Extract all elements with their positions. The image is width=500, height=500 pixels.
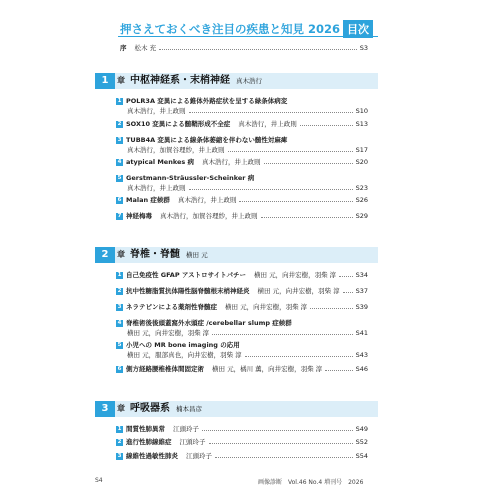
toc-entry[interactable] [116, 302, 368, 311]
entry-number: 4 [117, 320, 122, 326]
entry-title: ネラテピンによる薬剤性脊髄症 [126, 303, 217, 311]
chapter-header-1[interactable] [95, 73, 378, 89]
entry-title: POLR3A 変異による錐体外路症状を呈する緑条体病変 [126, 97, 288, 105]
entry-page: S41 [355, 329, 368, 337]
entry-page: S13 [355, 120, 368, 128]
entry-page: S29 [355, 212, 368, 220]
leader-dots [261, 217, 353, 218]
entry-page: S49 [355, 425, 368, 433]
toc-entry[interactable] [116, 157, 368, 166]
leader-dots [339, 276, 352, 277]
leader-dots [239, 201, 352, 202]
toc-entry[interactable] [116, 364, 368, 373]
entry-authors: 横田 元，向井宏樹，羽柴 淳 [257, 287, 340, 295]
entry-number: 7 [117, 213, 122, 219]
entry-authors: 真木浩行，加賀谷理紗，井上政則 [127, 146, 225, 154]
entry-number: 2 [117, 121, 122, 127]
toc-entry[interactable] [116, 270, 368, 279]
leader-dots [209, 443, 353, 444]
entry-number: 6 [117, 366, 122, 372]
entry-title: 神経梅毒 [126, 212, 152, 220]
footer-journal: 画像診断 Vol.46 No.4 増刊号 2026 [258, 479, 364, 486]
entry-title: Gerstmann-Sträussler-Scheinker 病 [126, 174, 255, 182]
chapter-author: 横田 元 [186, 251, 208, 259]
leader-dots [264, 163, 353, 164]
preface-page: S3 [359, 44, 368, 52]
toc-entry[interactable] [116, 451, 368, 460]
entry-page: S46 [355, 365, 368, 373]
chapter-number: 1 [95, 73, 115, 89]
leader-dots [245, 356, 353, 357]
leader-dots [159, 49, 357, 50]
entry-page: S26 [355, 196, 368, 204]
entry-authors: 真木浩行，井上政則 [238, 120, 297, 128]
entry-number: 1 [117, 426, 122, 432]
chapter-suffix: 章 [117, 76, 125, 85]
chapter-author: 真木浩行 [236, 77, 262, 85]
entry-title: 小児への MR bone imaging の応用 [126, 341, 240, 349]
entry-authors: 真木浩行，井上政則 [177, 196, 237, 204]
chapter-suffix: 章 [117, 250, 125, 259]
entry-number: 6 [117, 197, 122, 203]
entry-number: 1 [117, 272, 122, 278]
leader-dots [215, 457, 353, 458]
toc-entry[interactable] [116, 119, 368, 128]
entry-authors: 横田 元，向井宏樹，羽柴 淳 [225, 303, 308, 311]
toc-entry[interactable] [116, 211, 368, 220]
entry-number: 2 [117, 288, 122, 294]
preface-label: 序 [120, 44, 127, 52]
leader-dots [300, 125, 353, 126]
entry-authors: 横田 元，服部真也，向井宏樹，羽柴 淳 [127, 351, 242, 359]
entry-authors: 横田 元，橘川 薫，向井宏樹，羽柴 淳 [212, 365, 323, 373]
toc-entry[interactable] [116, 195, 368, 204]
entry-title: 脊椎術後後頭蓋窩外水頭症 /cerebellar slump 症候群 [126, 319, 292, 327]
toc-entry[interactable] [116, 135, 368, 154]
title-rule [118, 36, 378, 37]
entry-number: 3 [117, 453, 122, 459]
entry-page: S54 [355, 452, 368, 460]
chapter-title: 呼吸器系 楠本昌彦 [130, 403, 202, 414]
leader-dots [212, 334, 352, 335]
title-text: 押さえておくべき注目の疾患と知見 2026 [120, 22, 341, 36]
entry-title: 自己免疫性 GFAP アストロサイトパチー [126, 271, 247, 279]
toc-entry[interactable] [116, 340, 368, 359]
entry-authors: 真木浩行，井上政則 [127, 107, 186, 115]
entry-number: 3 [117, 304, 122, 310]
entry-page: S39 [355, 303, 368, 311]
leader-dots [228, 151, 353, 152]
leader-dots [325, 370, 352, 371]
leader-dots [202, 430, 353, 431]
toc-entry[interactable] [116, 286, 368, 295]
leader-dots [189, 112, 353, 113]
toc-entry[interactable] [116, 318, 368, 337]
entry-title: atypical Menkes 病 [126, 158, 195, 166]
entry-title: 間質性肺異常 [126, 425, 165, 433]
entry-authors: 横田 元，向井宏樹，羽柴 淳 [254, 271, 337, 279]
footer-page-number: S4 [95, 477, 103, 484]
toc-badge: 目次 [343, 20, 373, 38]
entry-title: 側方経路腰椎椎体間固定術 [126, 365, 204, 373]
leader-dots [343, 292, 353, 293]
toc-entry[interactable] [116, 96, 368, 115]
entry-number: 2 [117, 439, 122, 445]
entry-authors: 江頭玲子 [173, 425, 199, 433]
entry-authors: 真木浩行，井上政則 [127, 184, 186, 192]
entry-page: S23 [355, 184, 368, 192]
entry-page: S43 [355, 351, 368, 359]
entry-page: S37 [355, 287, 368, 295]
chapter-header-2[interactable] [95, 247, 378, 263]
chapter-number: 2 [95, 247, 115, 263]
entry-authors: 江頭玲子 [179, 438, 206, 446]
toc-entry[interactable] [116, 424, 368, 433]
entry-page: S34 [355, 271, 368, 279]
entry-number: 1 [117, 98, 122, 104]
entry-title: TUBB4A 変異による線条体萎縮を伴わない髄性対麻痺 [126, 136, 288, 144]
entry-authors: 江頭玲子 [186, 452, 212, 460]
entry-title: 抗中性糖脂質抗体陽性脳脊髄根末梢神経炎 [126, 287, 250, 295]
entry-page: S17 [355, 146, 368, 154]
leader-dots [189, 189, 353, 190]
entry-number: 4 [117, 159, 122, 165]
entry-page: S20 [355, 158, 368, 166]
entry-title: Malan 症候群 [126, 196, 170, 204]
chapter-number: 3 [95, 401, 115, 417]
toc-entry[interactable] [116, 437, 368, 446]
chapter-title: 脊椎・脊髄 横田 元 [130, 249, 208, 260]
chapter-author: 楠本昌彦 [176, 405, 202, 413]
toc-entry[interactable] [116, 173, 368, 192]
entry-authors: 真木浩行，井上政則 [202, 158, 261, 166]
entry-number: 3 [117, 137, 122, 143]
entry-authors: 真木浩行，加賀谷理紗，井上政則 [160, 212, 258, 220]
entry-title: SOX10 変異による髄鞘形成不全症 [126, 120, 231, 128]
preface-row[interactable] [120, 43, 368, 52]
entry-title: 線維性過敏性肺炎 [126, 452, 178, 460]
entry-number: 5 [117, 342, 122, 348]
entry-authors: 横田 元，向井宏樹，羽柴 淳 [127, 329, 210, 337]
chapter-suffix: 章 [117, 404, 125, 413]
chapter-title: 中枢神経系・末梢神経 真木浩行 [130, 75, 262, 86]
entry-number: 5 [117, 175, 122, 181]
entry-title: 進行性肺線維症 [126, 438, 172, 446]
leader-dots [310, 308, 352, 309]
entry-page: S10 [355, 107, 368, 115]
chapter-header-3[interactable] [95, 401, 378, 417]
entry-page: S52 [355, 438, 368, 446]
preface-author: 松木 充 [134, 44, 157, 52]
